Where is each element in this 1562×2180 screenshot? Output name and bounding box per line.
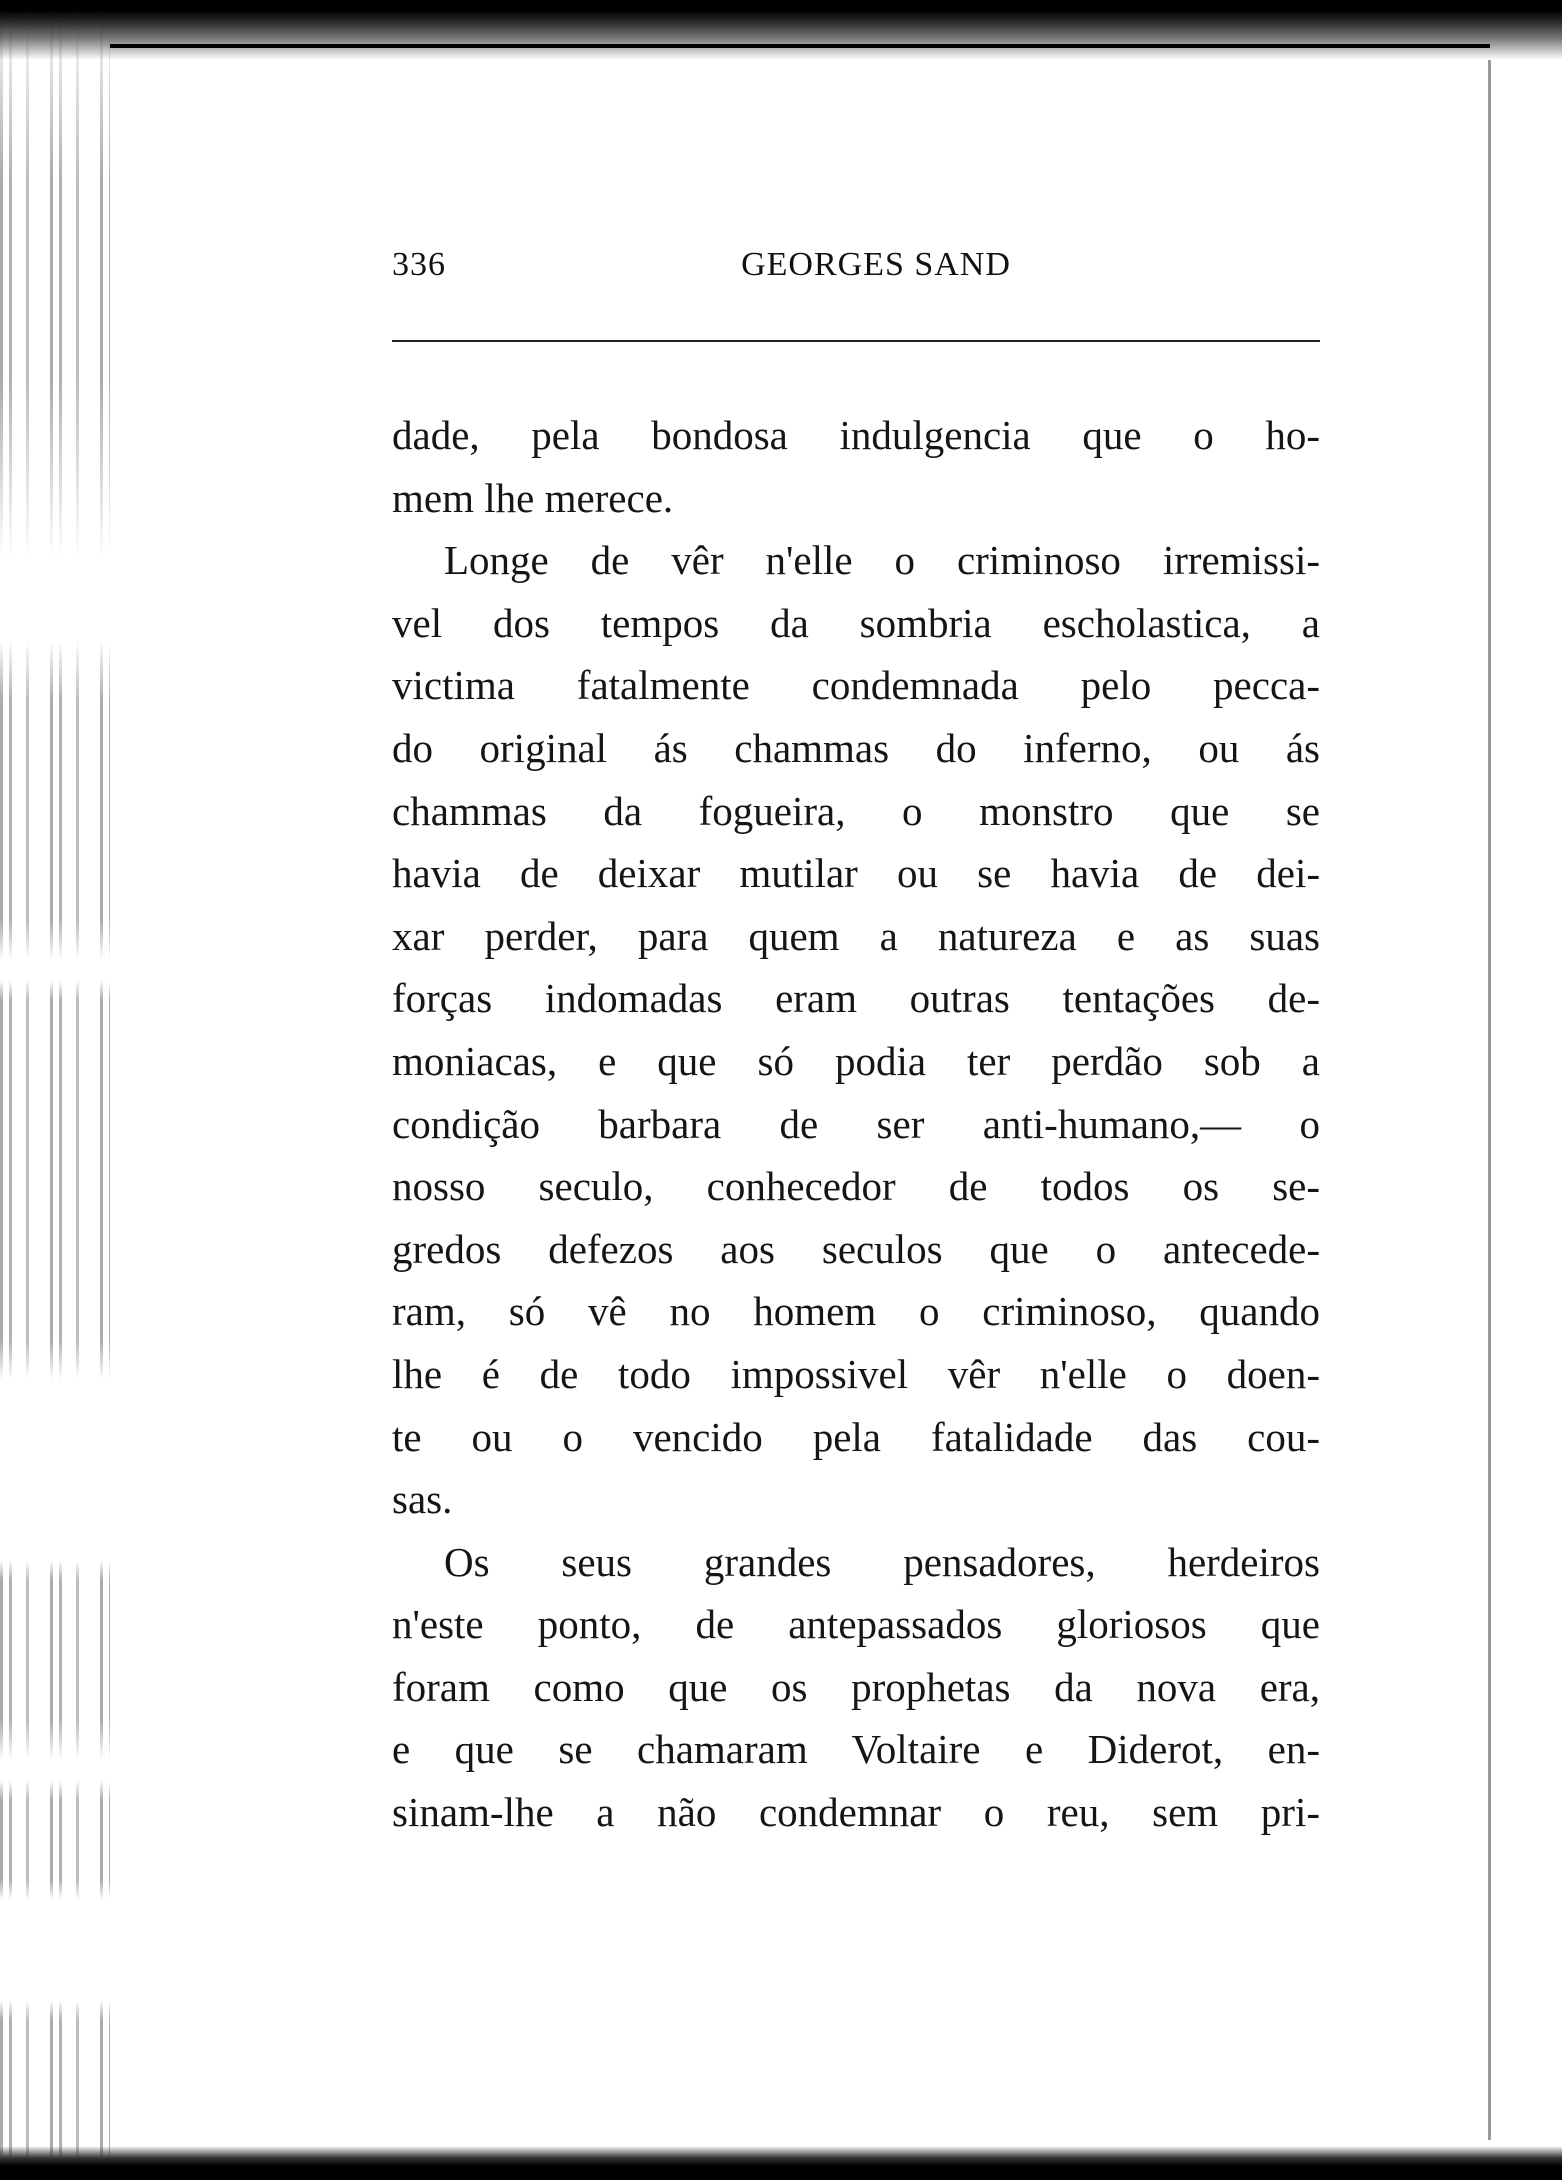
text-line: moniacas, e que só podia ter perdão sob a [392, 1037, 1320, 1084]
text-line: nosso seculo, conhecedor de todos os se- [392, 1163, 1320, 1210]
scan-edge-top-line [110, 44, 1490, 48]
scan-edge-top [0, 0, 1562, 60]
text-line: victima fatalmente condemnada pelo pecca- [392, 662, 1320, 709]
text-line: te ou o vencido pela fatalidade das cou- [392, 1413, 1320, 1460]
text-line: Longe de vêr n'elle o criminoso irremissi- [444, 537, 1320, 584]
text-line: n'este ponto, de antepassados gloriosos que [392, 1601, 1320, 1648]
page-number: 336 [392, 246, 446, 283]
scan-binding-left [0, 0, 110, 2180]
text-line: chammas da fogueira, o monstro que se [392, 787, 1320, 834]
running-title: GEORGES SAND [741, 246, 1011, 283]
text-line: condição barbara de ser anti-humano,— o [392, 1100, 1320, 1147]
text-line: lhe é de todo impossivel vêr n'elle o doen- [392, 1350, 1320, 1397]
text-line: mem lhe merece. [392, 474, 674, 521]
page-header [392, 246, 1320, 296]
text-line: sas. [392, 1476, 453, 1523]
scan-edge-right [1488, 60, 1491, 2140]
header-rule [392, 340, 1320, 342]
text-line: xar perder, para quem a natureza e as suas [392, 912, 1320, 959]
text-line: ram, só vê no homem o criminoso, quando [392, 1288, 1320, 1335]
text-line: dade, pela bondosa indulgencia que o ho- [392, 412, 1320, 458]
body-text [392, 404, 1320, 1844]
scan-edge-bottom [0, 2146, 1562, 2180]
text-line: forças indomadas eram outras tentações de- [392, 975, 1320, 1022]
text-line: havia de deixar mutilar ou se havia de dei- [392, 850, 1320, 897]
text-line: gredos defezos aos seculos que o antecede- [392, 1225, 1320, 1272]
text-line: foram como que os prophetas da nova era, [392, 1663, 1320, 1710]
text-line: sinam-lhe a não condemnar o reu, sem pri- [392, 1789, 1320, 1836]
text-line: e que se chamaram Voltaire e Diderot, en- [392, 1726, 1320, 1773]
text-line: vel dos tempos da sombria escholastica, a [392, 599, 1320, 646]
text-line: do original ás chammas do inferno, ou ás [392, 724, 1320, 771]
text-line: Os seus grandes pensadores, herdeiros [444, 1538, 1320, 1585]
